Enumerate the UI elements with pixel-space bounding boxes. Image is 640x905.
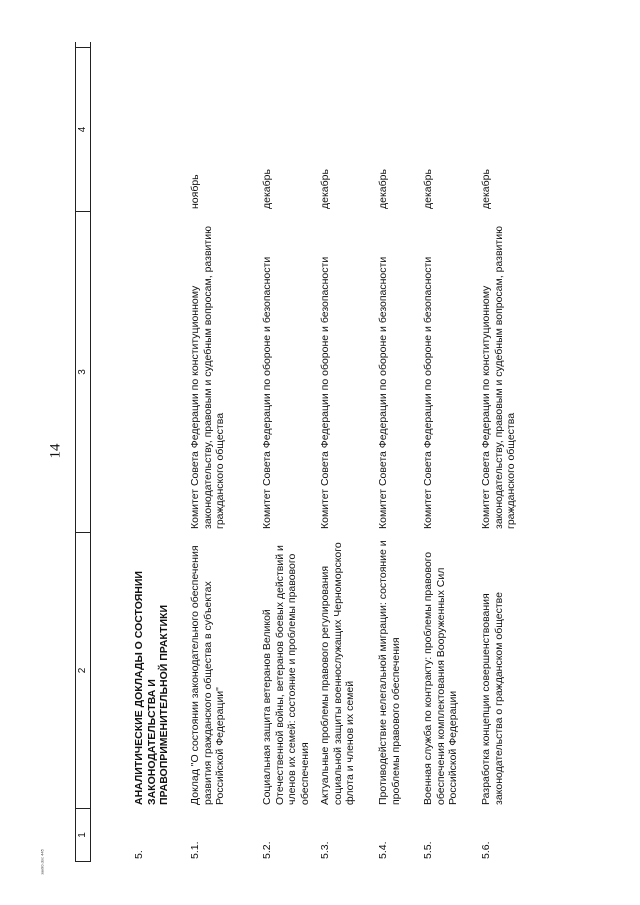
row-deadline: декабрь [261,169,273,209]
row-responsible: Комитет Совета Федерации по обороне и безопасности [319,256,331,529]
column-header-4: 4 [76,47,90,211]
section-number: 5. [133,850,145,859]
row-deadline: декабрь [377,169,389,209]
row-responsible: Комитет Совета Федерации по обороне и безопасности [422,256,434,529]
table-row [422,42,480,862]
row-number: 5.5. [422,841,434,859]
column-header-row [75,42,91,862]
row-title: Социальная защита ветеранов Великой Отечественной войны, ветеранов боевых действий и членов их семей: состояние и проблемы правового обеспечения [261,545,311,805]
plan-table [75,42,605,862]
row-title: Актуальные проблемы правового регулирования социальной защиты военнослужащих Черноморского флота и членов их семей [319,542,356,805]
table-row [377,42,422,862]
row-title: Противодействие нелегальной миграции: состояние и проблемы правового обеспечения [377,540,402,805]
row-responsible: Комитет Совета Федерации по конституционному законодательству, правовым и судебным вопросам, развитию гражданского общества [480,226,517,529]
column-header-2: 2 [76,532,90,808]
row-number: 5.2. [261,841,273,859]
table-row [261,42,319,862]
row-number: 5.3. [319,841,331,859]
section-title: АНАЛИТИЧЕСКИЕ ДОКЛАДЫ О СОСТОЯНИИ ЗАКОНОДАТЕЛЬСТВА И ПРАВОПРИМЕНИТЕЛЬНОЙ ПРАКТИКИ [133,571,170,805]
row-deadline: декабрь [422,169,434,209]
row-title: Доклад "О состоянии законодательного обеспечения развития гражданского общества в субъектах Российской Федерации" [189,545,226,805]
section-empty-4 [133,52,189,215]
table-row [480,42,540,862]
row-responsible: Комитет Совета Федерации по обороне и безопасности [261,256,273,529]
row-deadline: ноябрь [189,174,201,209]
column-header-1: 1 [76,808,90,861]
row-number: 5.6. [480,841,492,859]
row-title: Разработка концепции совершенствования законодательства о гражданском обществе [480,592,505,805]
file-id: зак90.doc 445 [39,849,45,875]
row-title: Военная служба по контракту: проблемы правового обеспечения комплектования Вооруженных Сил Российской Федерации [422,551,459,805]
table-row [189,42,261,862]
row-number: 5.4. [377,841,389,859]
row-deadline: декабрь [480,169,492,209]
column-header-3: 3 [76,211,90,532]
table-row [319,42,377,862]
section-row [133,42,189,862]
row-responsible: Комитет Совета Федерации по конституционному законодательству, правовым и судебным вопросам, развитию гражданского общества [189,226,226,529]
row-number: 5.1. [189,841,201,859]
row-responsible: Комитет Совета Федерации по обороне и безопасности [377,256,389,529]
section-empty-3 [133,215,189,535]
page-number: 14 [47,443,64,459]
row-deadline: декабрь [319,169,331,209]
